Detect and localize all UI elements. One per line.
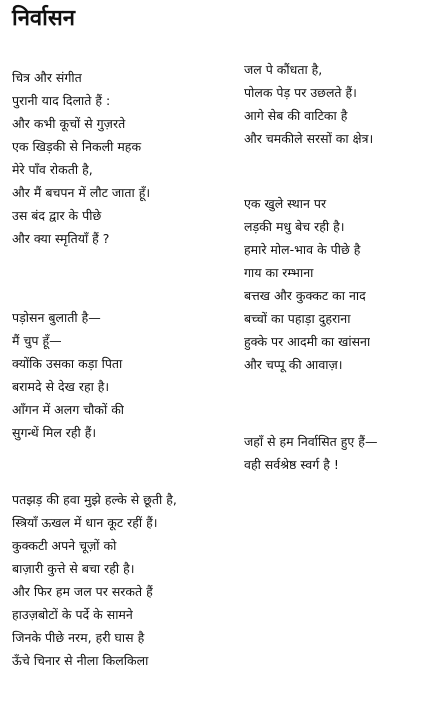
poem-line: चित्र और संगीत — [12, 70, 82, 85]
poem-line: पतझड़ की हवा मुझे हल्के से छूती है, — [12, 492, 177, 507]
poem-line: बत्तख और कुक्कट का नाद — [244, 288, 366, 303]
poem-title: निर्वासन — [12, 6, 75, 31]
poem-line: सुगन्धें मिल रही हैं। — [12, 425, 97, 440]
stanza-3 — [12, 488, 177, 672]
poem-line: और चप्पू की आवाज़। — [244, 357, 343, 372]
poem-line: उस बंद द्वार के पीछे — [12, 208, 102, 223]
poem-line: और फिर हम जल पर सरकते हैं — [12, 584, 153, 599]
poem-line: जिनके पीछे नरम, हरी घास है — [12, 630, 145, 645]
poem-line: ऊँचे चिनार से नीला किलकिला — [12, 653, 149, 668]
poem-line: एक खुले स्थान पर — [244, 196, 327, 211]
poem-line: पोलक पेड़ पर उछलते हैं। — [244, 85, 357, 100]
poem-line: हाउज़बोटों के पर्दे के सामने — [12, 607, 133, 622]
poem-line: लड़की मधु बेच रही है। — [244, 219, 345, 234]
poem-line: हुक्के पर आदमी का खांसना — [244, 334, 371, 349]
poem-line: और क्या स्मृतियाँ हैं ? — [12, 231, 110, 246]
poem-line: पड़ोसन बुलाती है— — [12, 310, 101, 325]
stanza-2 — [12, 306, 124, 444]
poem-line: पुरानी याद दिलाते हैं : — [12, 93, 111, 108]
poem-line: बच्चों का पहाड़ा दुहराना — [244, 311, 351, 326]
stanza-1 — [12, 66, 150, 250]
poem-line: मेरे पाँव रोकती है, — [12, 162, 93, 177]
poem-line: स्त्रियाँ ऊखल में धान कूट रहीं हैं। — [12, 515, 158, 530]
poem-line: जल पे कौंधता है, — [244, 62, 323, 77]
poem-line: मैं चुप हूँ— — [12, 333, 62, 348]
poem-line: क्योंकि उसका कड़ा पिता — [12, 356, 123, 371]
poem-line: एक खिड़की से निकली महक — [12, 139, 142, 154]
poem-line: और मैं बचपन में लौट जाता हूँ। — [12, 185, 151, 200]
poem-line: हमारे मोल-भाव के पीछे है — [244, 242, 361, 257]
poem-line: आगे सेब की वाटिका है — [244, 108, 348, 123]
poem-line: और चमकीले सरसों का क्षेत्र। — [244, 131, 374, 146]
poem-line: बरामदे से देख रहा है। — [12, 379, 110, 394]
poem-line: जहाँ से हम निर्वासित हुए हैं— — [244, 434, 378, 449]
poem-line: आँगन में अलग चौकों की — [12, 402, 125, 417]
stanza-6 — [244, 430, 377, 476]
poem-line: कुक्कटी अपने चूज़ों को — [12, 538, 117, 553]
stanza-5 — [244, 192, 370, 376]
poem-line: बाज़ारी कुत्ते से बचा रही है। — [12, 561, 135, 576]
poem-line: और कभी कूचों से गुज़रते — [12, 116, 126, 131]
stanza-4 — [244, 58, 373, 150]
poem-line: गाय का रम्भाना — [244, 265, 314, 280]
poem-line: वही सर्वश्रेष्ठ स्वर्ग है ! — [244, 457, 339, 472]
